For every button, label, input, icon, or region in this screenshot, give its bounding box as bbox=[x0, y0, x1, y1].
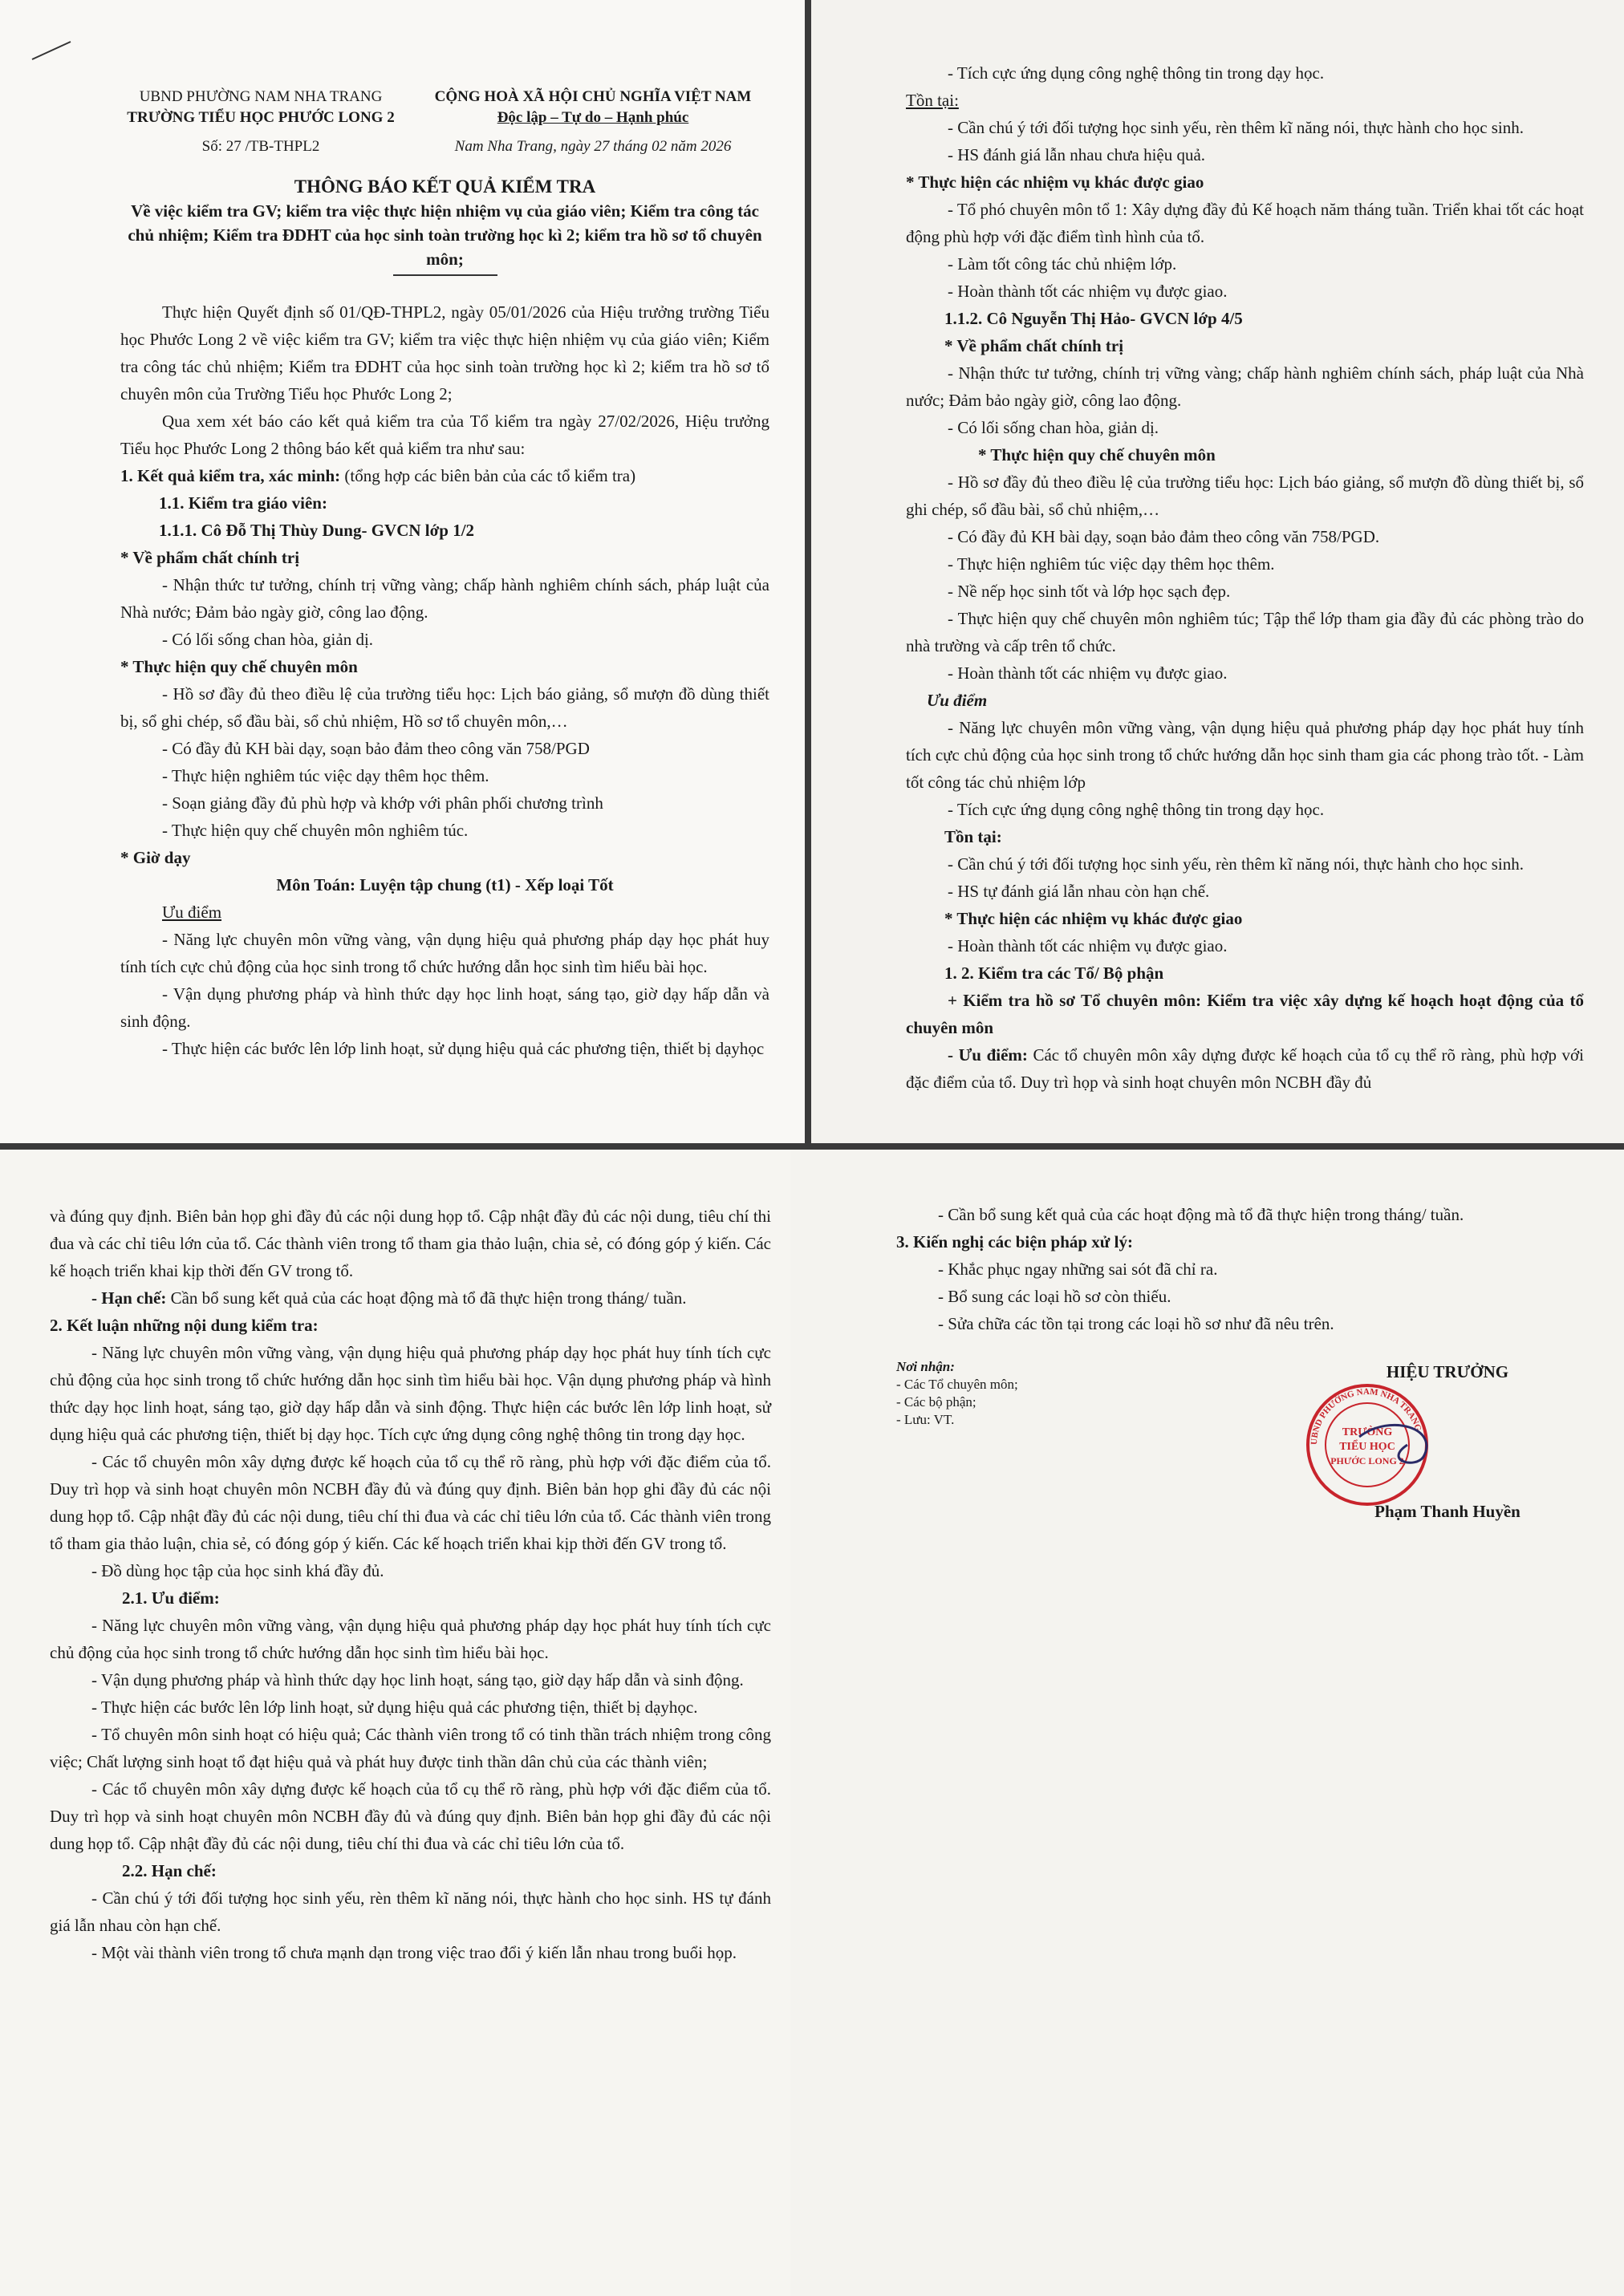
stamp-line-2: TIỂU HỌC bbox=[1339, 1441, 1395, 1453]
list-item: - Cần chú ý tới đối tượng học sinh yếu, rèn thêm kĩ năng nói, thực hành cho học sinh. bbox=[948, 854, 1525, 874]
list-item: - Hoàn thành tốt các nhiệm vụ được giao. bbox=[948, 936, 1228, 955]
org-line-1: UBND PHƯỜNG NAM NHA TRANG bbox=[139, 88, 383, 105]
list-item: - Năng lực chuyên môn vững vàng, vận dụng hiệu quả phương pháp dạy học phát huy tính tích cực chủ động của học sinh trong tổ chức hướng dẫn học sinh tìm hiểu bài học. Vận dụng phương pháp và hình thức dạy học linh hoạt, sáng tạo, giờ dạy hấp dẫn và sinh động. Thực hiện các bước lên lớp linh hoạt, sử dụng hiệu quả các phương tiện, thiết bị dạy học. Tích cực ứng dụng công nghệ thông tin trong dạy học. bbox=[50, 1343, 771, 1444]
document-number: Số: 27 /TB-THPL2 bbox=[201, 138, 320, 155]
document-subject: Về việc kiểm tra GV; kiểm tra việc thực hiện nhiệm vụ của giáo viên; Kiểm tra công tác chủ nhiệm; Kiểm tra ĐDHT của học sinh toàn trường học kì 2; kiểm tra hồ sơ tổ chuyên môn; bbox=[128, 201, 762, 269]
nation-line-2: Độc lập – Tự do – Hạnh phúc bbox=[497, 109, 689, 126]
signature-block bbox=[896, 1358, 1592, 1525]
list-item: - Đồ dùng học tập của học sinh khá đầy đủ. bbox=[91, 1561, 384, 1580]
list-item: - Hoàn thành tốt các nhiệm vụ được giao. bbox=[948, 282, 1228, 301]
strengths-heading: Ưu điểm bbox=[162, 903, 222, 922]
list-item: - Có đầy đủ KH bài dạy, soạn bảo đảm theo công văn 758/PGD. bbox=[948, 527, 1380, 546]
list-item: - Thực hiện nghiêm túc việc dạy thêm học thêm. bbox=[162, 766, 489, 785]
weaknesses-heading: Tồn tại: bbox=[944, 827, 1002, 846]
intro-paragraph-1: Thực hiện Quyết định số 01/QĐ-THPL2, ngày 05/01/2026 của Hiệu trưởng trường Tiểu học Phước Long 2 về việc kiểm tra GV; kiểm tra việc thực hiện nhiệm vụ của giáo viên; Kiểm tra công tác chủ nhiệm; Kiểm tra ĐDHT của học sinh toàn trường học kì 2; kiểm tra hồ sơ tổ chuyên môn của Trường Tiểu học Phước Long 2; bbox=[120, 302, 769, 404]
list-item: - Một vài thành viên trong tổ chưa mạnh dạn trong việc trao đổi ý kiến lẫn nhau trong buổi họp. bbox=[91, 1943, 737, 1962]
document-page-3 bbox=[0, 1150, 805, 2296]
list-item: - Các tổ chuyên môn xây dựng được kế hoạch của tổ cụ thể rõ ràng, phù hợp với đặc điểm của tổ. Duy trì họp và sinh hoạt chuyên môn NCBH đầy đủ và đúng quy định. Biên bản họp ghi đầy đủ các nội dung họp tổ. Cập nhật đầy đủ các nội dung, tiêu chí thi đua và các chỉ tiêu lớn của tổ. Các thành viên trong tổ tham gia thảo luận, chia sẻ, có đóng góp ý kiến. Các kế hoạch triển khai kịp thời đến GV trong tổ. bbox=[50, 1452, 771, 1553]
pen-mark-icon bbox=[29, 39, 77, 63]
signer-title: HIỆU TRƯỞNG bbox=[1386, 1362, 1509, 1381]
political-quality-heading: * Về phẩm chất chính trị bbox=[120, 548, 300, 567]
stamp-ring-text: UBND PHƯỜNG NAM NHA TRANG bbox=[1309, 1386, 1423, 1446]
list-item: - Tích cực ứng dụng công nghệ thông tin trong dạy học. bbox=[948, 63, 1325, 83]
list-item: - Nề nếp học sinh tốt và lớp học sạch đẹp. bbox=[948, 582, 1231, 601]
other-tasks-heading: * Thực hiện các nhiệm vụ khác được giao bbox=[906, 172, 1204, 192]
divider bbox=[393, 274, 497, 276]
stamp-line-3: PHƯỚC LONG 2 bbox=[1330, 1455, 1404, 1466]
nation-line-1: CỘNG HOÀ XÃ HỘI CHỦ NGHĨA VIỆT NAM bbox=[434, 88, 752, 105]
list-item: - Thực hiện quy chế chuyên môn nghiêm túc; Tập thể lớp tham gia đầy đủ các phòng trào do nhà trường và cấp trên tổ chức. bbox=[906, 609, 1584, 655]
recipient-item: - Lưu: VT. bbox=[896, 1412, 955, 1427]
list-item: - Năng lực chuyên môn vững vàng, vận dụng hiệu quả phương pháp dạy học phát huy tính tích cực chủ động của học sinh trong tổ chức hướng dẫn học sinh tìm hiểu bài học. bbox=[120, 930, 769, 976]
list-item: - Cần chú ý tới đối tượng học sinh yếu, rèn thêm kĩ năng nói, thực hành cho học sinh. bbox=[948, 118, 1525, 137]
recipient-item: - Các bộ phận; bbox=[896, 1394, 976, 1410]
section-2-heading: 2. Kết luận những nội dung kiểm tra: bbox=[50, 1316, 319, 1335]
org-line-2: TRƯỜNG TIỂU HỌC PHƯỚC LONG 2 bbox=[127, 109, 395, 126]
list-item: - Thực hiện các bước lên lớp linh hoạt, sử dụng hiệu quả các phương tiện, thiết bị dạyhọc. bbox=[91, 1698, 698, 1717]
document-page-4 bbox=[790, 1150, 1624, 2296]
recipients bbox=[896, 1358, 1018, 1525]
document-date: Nam Nha Trang, ngày 27 tháng 02 năm 2026 bbox=[454, 138, 732, 155]
stamp-line-1: TRƯỜNG bbox=[1342, 1426, 1393, 1438]
continued-paragraph: và đúng quy định. Biên bản họp ghi đầy đủ các nội dung họp tổ. Cập nhật đầy đủ các nội dung, tiêu chí thi đua và các chỉ tiêu lớn của tổ. Các thành viên trong tổ tham gia thảo luận, chia sẻ, có đóng góp ý kiến. Các kế hoạch triển khai kịp thời đến GV trong tổ. bbox=[50, 1207, 771, 1280]
list-item: - Năng lực chuyên môn vững vàng, vận dụng hiệu quả phương pháp dạy học phát huy tính tích cực chủ động của học sinh trong tổ chức hướng dẫn học sinh tìm hiểu bài học. bbox=[50, 1616, 771, 1662]
list-item: - Có lối sống chan hòa, giản dị. bbox=[948, 418, 1159, 437]
document-page-2 bbox=[811, 0, 1624, 1143]
section-1-1-1-heading: 1.1.1. Cô Đỗ Thị Thùy Dung- GVCN lớp 1/2 bbox=[159, 521, 475, 540]
list-item: - HS tự đánh giá lẫn nhau còn hạn chế. bbox=[948, 882, 1210, 901]
department-limitations: - Hạn chế: Cần bổ sung kết quả của các hoạt động mà tổ đã thực hiện trong tháng/ tuần. bbox=[91, 1288, 687, 1308]
section-2-1-heading: 2.1. Ưu điểm: bbox=[122, 1588, 220, 1608]
teaching-hour-heading: * Giờ dạy bbox=[120, 848, 191, 867]
signer-name: Phạm Thanh Huyền bbox=[1374, 1502, 1520, 1521]
section-2-2-heading: 2.2. Hạn chế: bbox=[122, 1861, 217, 1880]
section-1-1-heading: 1.1. Kiểm tra giáo viên: bbox=[159, 493, 327, 513]
list-item: - Vận dụng phương pháp và hình thức dạy học linh hoạt, sáng tạo, giờ dạy hấp dẫn và sinh động. bbox=[120, 984, 769, 1031]
lesson-rating: Môn Toán: Luyện tập chung (t1) - Xếp loại Tốt bbox=[276, 875, 614, 894]
principal-signature bbox=[1303, 1358, 1592, 1525]
document-title: THÔNG BÁO KẾT QUẢ KIỂM TRA bbox=[294, 176, 596, 197]
professional-rules-heading: * Thực hiện quy chế chuyên môn bbox=[120, 657, 358, 676]
section-1-heading: 1. Kết quả kiểm tra, xác minh: (tổng hợp các biên bản của các tổ kiểm tra) bbox=[120, 466, 636, 485]
political-quality-heading: * Về phẩm chất chính trị bbox=[944, 336, 1124, 355]
list-item: - Sửa chữa các tồn tại trong các loại hồ sơ như đã nêu trên. bbox=[938, 1314, 1334, 1333]
department-strengths: - Ưu điểm: Các tổ chuyên môn xây dựng được kế hoạch của tổ cụ thể rõ ràng, phù hợp với đặc điểm của tổ. Duy trì họp và sinh hoạt chuyên môn NCBH đầy đủ bbox=[906, 1045, 1584, 1092]
list-item: - Vận dụng phương pháp và hình thức dạy học linh hoạt, sáng tạo, giờ dạy hấp dẫn và sinh động. bbox=[91, 1670, 744, 1690]
list-item: - Có lối sống chan hòa, giản dị. bbox=[162, 630, 374, 649]
list-item: - Hoàn thành tốt các nhiệm vụ được giao. bbox=[948, 663, 1228, 683]
section-3-heading: 3. Kiến nghị các biện pháp xử lý: bbox=[896, 1232, 1133, 1251]
list-item: - Có đầy đủ KH bài dạy, soạn bảo đảm theo công văn 758/PGD bbox=[162, 739, 590, 758]
list-item: - Tổ phó chuyên môn tổ 1: Xây dựng đầy đủ Kế hoạch năm tháng tuần. Triển khai tốt các hoạt động phù hợp với đặc điểm tình hình của tổ. bbox=[906, 200, 1584, 246]
weaknesses-heading: Tồn tại: bbox=[906, 91, 959, 110]
strengths-heading: Ưu điểm bbox=[927, 691, 988, 710]
recipients-heading: Nơi nhận: bbox=[896, 1359, 955, 1374]
intro-paragraph-2: Qua xem xét báo cáo kết quả kiểm tra của Tổ kiểm tra ngày 27/02/2026, Hiệu trưởng Tiểu học Phước Long 2 thông báo kết quả kiểm tra như sau: bbox=[120, 412, 769, 458]
list-item: - Cần bổ sung kết quả của các hoạt động mà tổ đã thực hiện trong tháng/ tuần. bbox=[938, 1205, 1464, 1224]
recipient-item: - Các Tổ chuyên môn; bbox=[896, 1377, 1018, 1392]
list-item: - Năng lực chuyên môn vững vàng, vận dụng hiệu quả phương pháp dạy học phát huy tính tích cực chủ động của học sinh trong tổ chức hướng dẫn học sinh tham gia các phong trào tốt. - Làm tốt công tác chủ nhiệm lớp bbox=[906, 718, 1584, 792]
list-item: - Cần chú ý tới đối tượng học sinh yếu, rèn thêm kĩ năng nói, thực hành cho học sinh. HS tự đánh giá lẫn nhau còn hạn chế. bbox=[50, 1888, 771, 1935]
list-item: - Làm tốt công tác chủ nhiệm lớp. bbox=[948, 254, 1177, 274]
list-item: - Hồ sơ đầy đủ theo điều lệ của trường tiểu học: Lịch báo giảng, sổ mượn đồ dùng thiết bị, sổ ghi chép, sổ đầu bài, sổ chủ nhiệm,… bbox=[906, 473, 1584, 519]
section-1-2-subheading: + Kiểm tra hồ sơ Tổ chuyên môn: Kiểm tra việc xây dựng kế hoạch hoạt động của tổ chuyên môn bbox=[906, 991, 1584, 1037]
professional-rules-heading: * Thực hiện quy chế chuyên môn bbox=[978, 445, 1216, 464]
document-header bbox=[120, 87, 769, 128]
list-item: - Soạn giảng đầy đủ phù hợp và khớp với phân phối chương trình bbox=[162, 793, 603, 813]
list-item: - Tổ chuyên môn sinh hoạt có hiệu quả; Các thành viên trong tổ có tinh thần trách nhiệm trong công việc; Chất lượng sinh hoạt tổ đạt hiệu quả và phát huy được tinh thần dân chủ của các thành viên; bbox=[50, 1725, 771, 1771]
national-motto bbox=[416, 87, 769, 128]
list-item: - Nhận thức tư tưởng, chính trị vững vàng; chấp hành nghiêm chính sách, pháp luật của Nhà nước; Đảm bảo ngày giờ, công lao động. bbox=[120, 575, 769, 622]
list-item: - Nhận thức tư tưởng, chính trị vững vàng; chấp hành nghiêm chính sách, pháp luật của Nhà nước; Đảm bảo ngày giờ, công lao động. bbox=[906, 363, 1584, 410]
list-item: - Hồ sơ đầy đủ theo điều lệ của trường tiểu học: Lịch báo giảng, sổ mượn đồ dùng thiết bị, sổ ghi chép, sổ đầu bài, sổ chủ nhiệm, Hồ sơ tổ chuyên môn,… bbox=[120, 684, 769, 731]
list-item: - Thực hiện nghiêm túc việc dạy thêm học thêm. bbox=[948, 554, 1275, 574]
section-1-2-heading: 1. 2. Kiểm tra các Tổ/ Bộ phận bbox=[944, 963, 1164, 983]
list-item: - HS đánh giá lẫn nhau chưa hiệu quả. bbox=[948, 145, 1206, 164]
official-stamp-icon bbox=[1303, 1381, 1431, 1509]
list-item: - Thực hiện các bước lên lớp linh hoạt, sử dụng hiệu quả các phương tiện, thiết bị dạyhọc bbox=[162, 1039, 765, 1058]
list-item: - Các tổ chuyên môn xây dựng được kế hoạch của tổ cụ thể rõ ràng, phù hợp với đặc điểm của tổ. Duy trì họp và sinh hoạt chuyên môn NCBH đầy đủ và đúng quy định. Biên bản họp ghi đầy đủ các nội dung họp tổ. Cập nhật đầy đủ các nội dung, tiêu chí thi đua và các chỉ tiêu lớn của tổ. bbox=[50, 1779, 771, 1853]
section-1-1-2-heading: 1.1.2. Cô Nguyễn Thị Hảo- GVCN lớp 4/5 bbox=[944, 309, 1243, 328]
list-item: - Bổ sung các loại hồ sơ còn thiếu. bbox=[938, 1287, 1171, 1306]
list-item: - Thực hiện quy chế chuyên môn nghiêm túc. bbox=[162, 821, 469, 840]
list-item: - Tích cực ứng dụng công nghệ thông tin trong dạy học. bbox=[948, 800, 1325, 819]
list-item: - Khắc phục ngay những sai sót đã chỉ ra. bbox=[938, 1260, 1218, 1279]
other-tasks-heading: * Thực hiện các nhiệm vụ khác được giao bbox=[944, 909, 1243, 928]
document-page-1 bbox=[0, 0, 805, 1143]
issuing-organization bbox=[120, 87, 401, 128]
